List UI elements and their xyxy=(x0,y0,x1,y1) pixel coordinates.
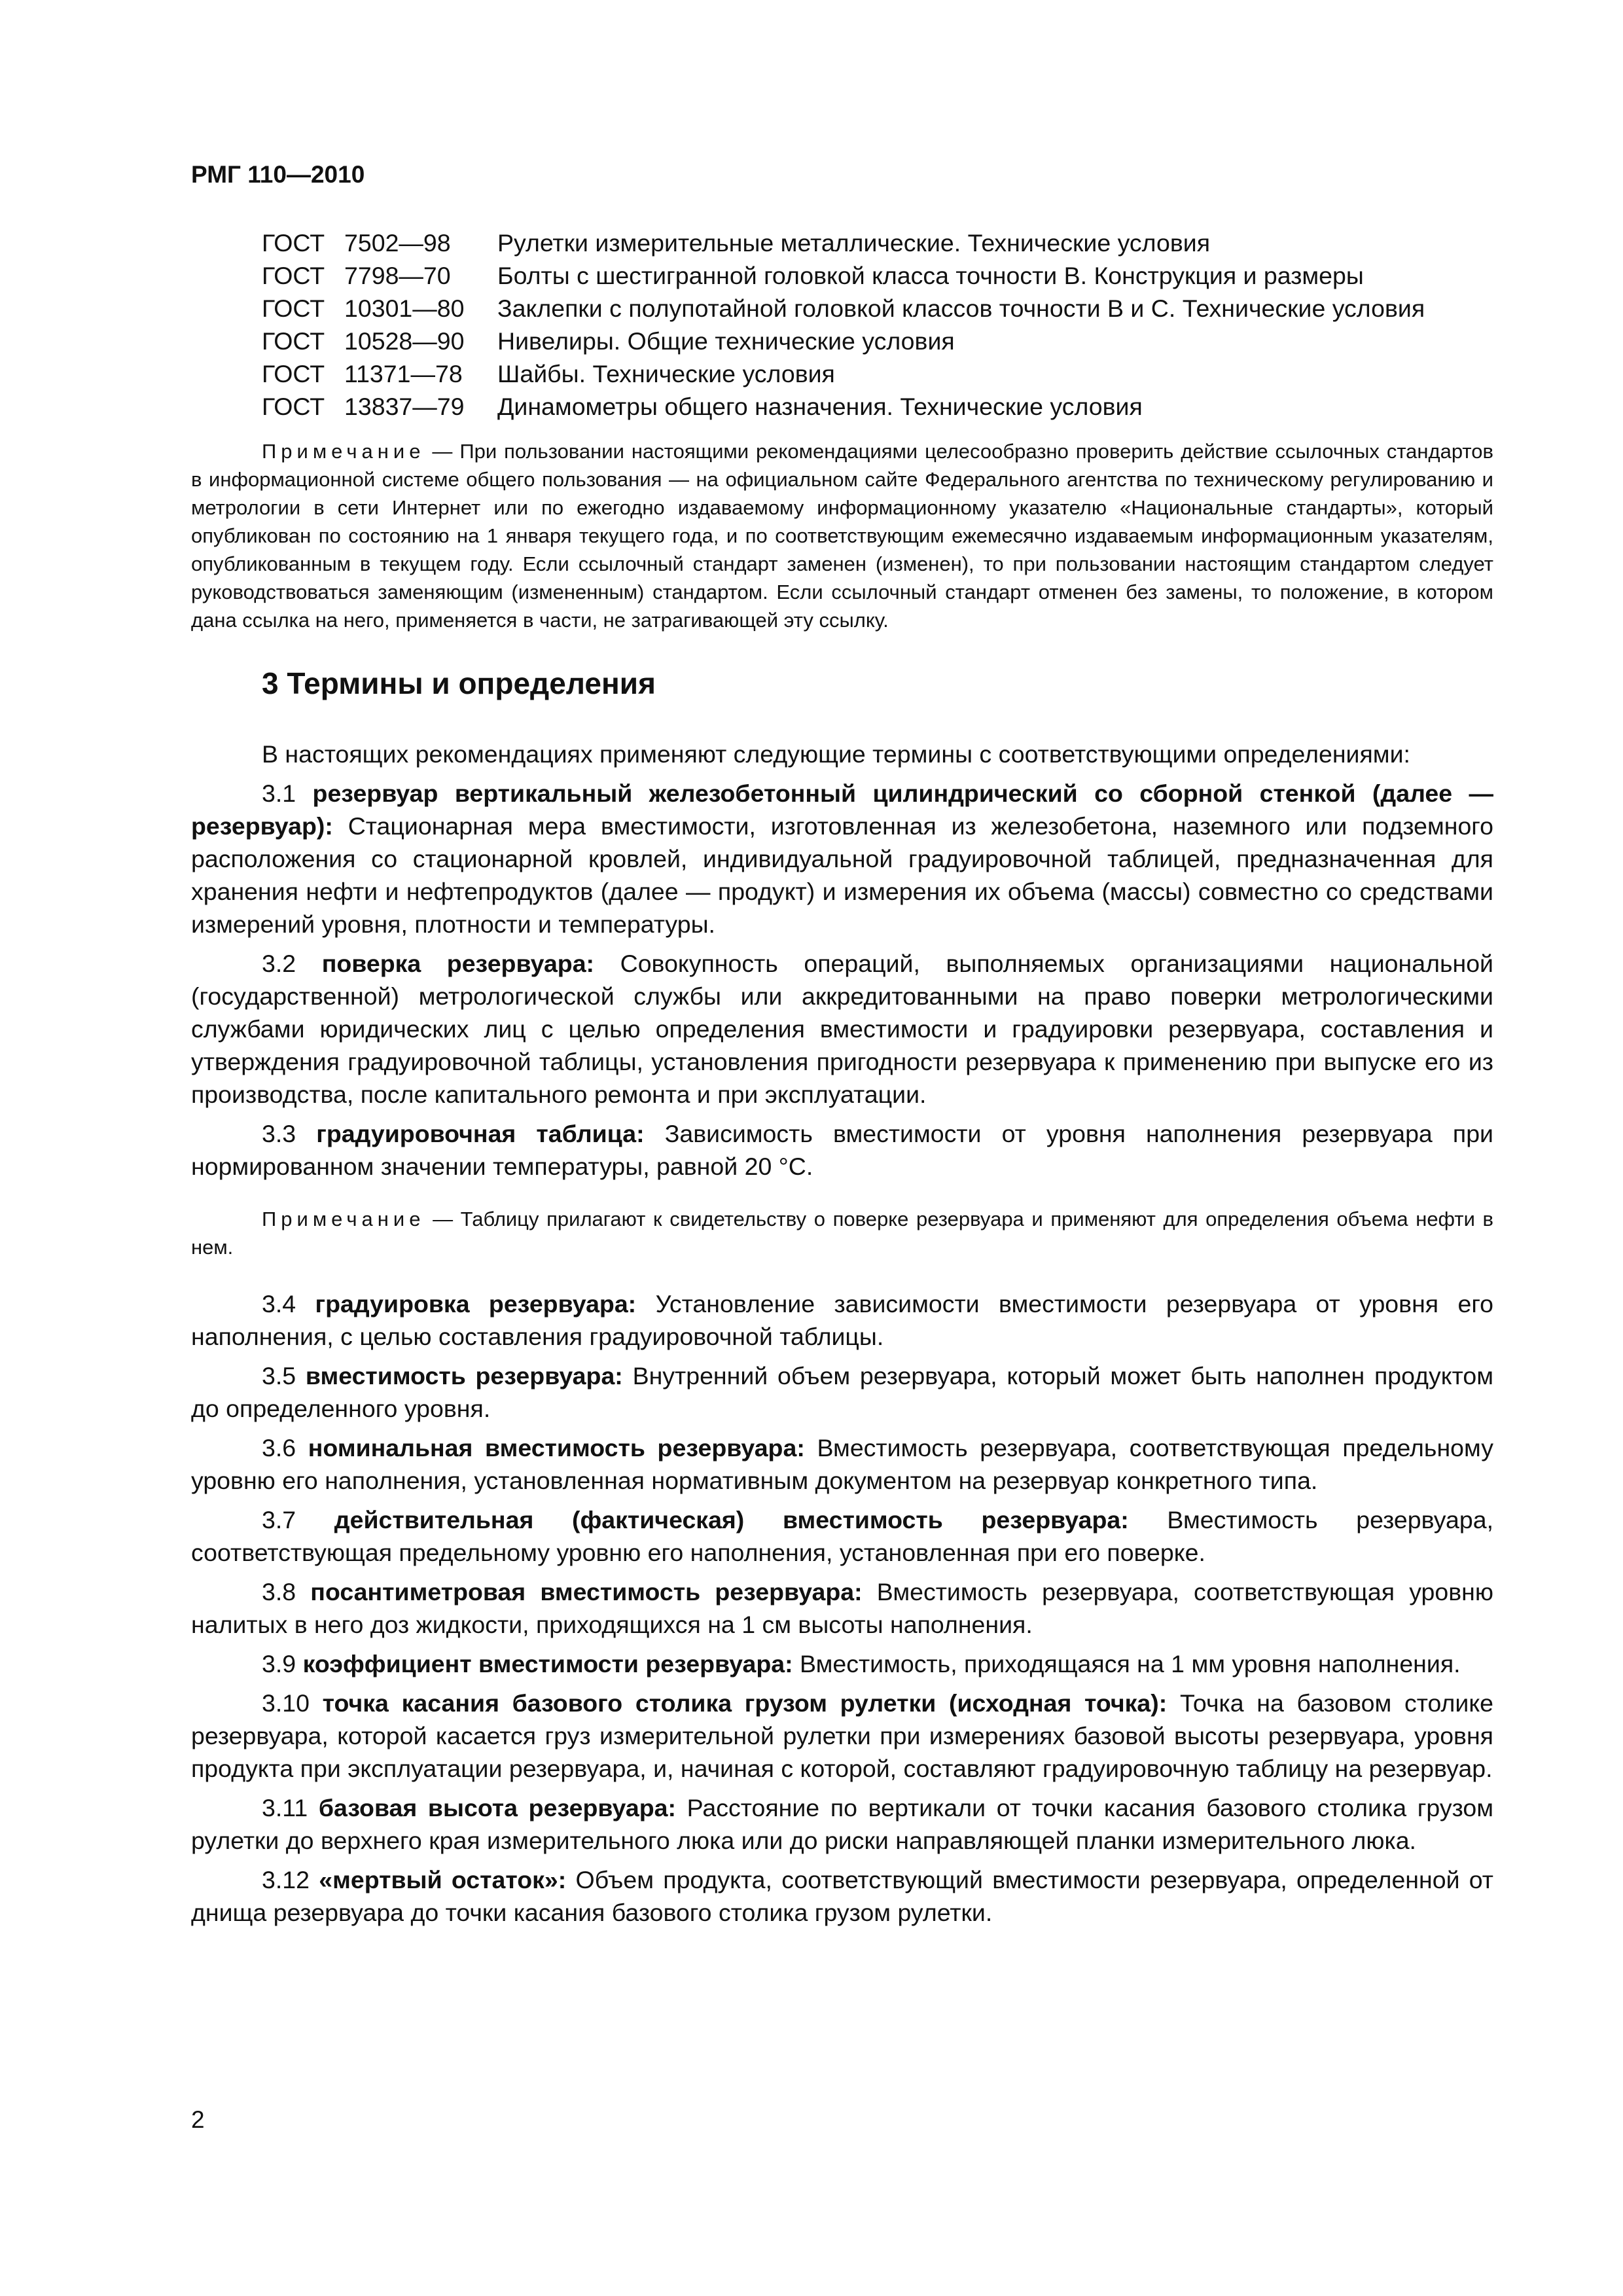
term-number: 3.5 xyxy=(262,1362,296,1390)
reference-number: 10301—80 xyxy=(344,295,465,322)
section-intro: В настоящих рекомендациях применяют следующие термины с соответствующими определениями: xyxy=(262,740,1410,768)
reference-title: Динамометры общего назначения. Технические условия xyxy=(497,393,1143,420)
term-text: Зависимость вместимости от уровня наполнения резервуара при нормированном значении температуры, равной 20 °С. xyxy=(191,1120,1493,1180)
term-number: 3.9 xyxy=(262,1650,296,1677)
term-name: посантиметровая вместимость резервуара: xyxy=(310,1578,863,1605)
reference-number: 7502—98 xyxy=(344,229,451,257)
reference-title: Шайбы. Технические условия xyxy=(497,360,835,387)
term-number: 3.10 xyxy=(262,1689,310,1717)
term-definition xyxy=(191,1863,1493,1929)
term-name: базовая высота резервуара: xyxy=(318,1794,676,1821)
term-definition xyxy=(191,1647,1493,1680)
reference-title: Болты с шестигранной головкой класса точности В. Конструкция и размеры xyxy=(497,262,1364,289)
term-text: Вместимость резервуара, соответствующая предельному уровню его наполнения, установленная при его поверке. xyxy=(191,1506,1494,1566)
term-name: резервуар вертикальный железобетонный цилиндрический со сборной стенкой (далее — резервуар): xyxy=(191,780,1493,840)
term-definition xyxy=(191,1687,1493,1785)
reference-item xyxy=(262,259,1493,292)
term-text: Внутренний объем резервуара, который может быть наполнен продуктом до определенного уровня. xyxy=(191,1362,1494,1422)
reference-prefix: ГОСТ xyxy=(262,229,325,257)
reference-title: Рулетки измерительные металлические. Технические условия xyxy=(497,229,1211,257)
section-heading: 3 Термины и определения xyxy=(262,666,656,700)
term-text: Точка на базовом столике резервуара, которой касается груз измерительной рулетки при измерениях базовой высоты резервуара, уровня продукта при эксплуатации резервуара, и, начиная с которой, составляют градуировочную таблицу на резервуар. xyxy=(191,1689,1494,1782)
term-text: Расстояние по вертикали от точки касания базового столика грузом рулетки до верхнего края измерительного люка или до риски направляющей планки измерительного люка. xyxy=(191,1794,1494,1854)
note-text: — Таблицу прилагают к свидетельству о поверке резервуара и применяют для определения объема нефти в нем. xyxy=(191,1208,1493,1259)
term-text: Вместимость резервуара, соответствующая предельному уровню его наполнения, установленная нормативным документом на резервуар конкретного типа. xyxy=(191,1434,1493,1494)
term-name: вместимость резервуара: xyxy=(305,1362,623,1390)
reference-prefix: ГОСТ xyxy=(262,295,325,322)
term-number: 3.7 xyxy=(262,1506,296,1534)
term-number: 3.6 xyxy=(262,1434,296,1462)
term-name: точка касания базового столика грузом рулетки (исходная точка): xyxy=(322,1689,1168,1717)
term-name: «мертвый остаток»: xyxy=(319,1866,567,1893)
reference-item xyxy=(262,325,1493,357)
term-text: Установление зависимости вместимости резервуара от уровня его наполнения, с целью составления градуировочной таблицы. xyxy=(191,1290,1494,1350)
reference-prefix: ГОСТ xyxy=(262,360,325,387)
note-references xyxy=(191,437,1493,634)
term-number: 3.2 xyxy=(262,950,296,977)
term-definition xyxy=(191,947,1493,1111)
page-number: 2 xyxy=(191,2106,205,2133)
reference-title: Заклепки с полупотайной головкой классов точности В и С. Технические условия xyxy=(497,295,1425,322)
term-name: градуировочная таблица: xyxy=(316,1120,645,1147)
term-name: поверка резервуара: xyxy=(321,950,595,977)
term-number: 3.12 xyxy=(262,1866,310,1893)
term-definition xyxy=(191,1575,1493,1641)
reference-prefix: ГОСТ xyxy=(262,327,325,355)
note-calibration-table xyxy=(191,1205,1493,1261)
reference-item xyxy=(262,357,1493,390)
reference-number: 11371—78 xyxy=(344,360,463,387)
term-definition xyxy=(191,1359,1493,1425)
term-text: Стационарная мера вместимости, изготовленная из железобетона, наземного или подземного расположения со стационарной кровлей, индивидуальной градуировочной таблицей, предназначенная для хранения нефти и нефтепродуктов (далее — продукт) и измерения их объема (массы) совместно со средствами измерений уровня, плотности и температуры. xyxy=(191,812,1494,938)
term-definition xyxy=(191,1503,1493,1569)
document-page xyxy=(191,154,1493,1935)
term-number: 3.8 xyxy=(262,1578,296,1605)
reference-item xyxy=(262,292,1493,325)
term-text: Совокупность операций, выполняемых организациями национальной (государственной) метрологической службы или аккредитованными на право поверки метрологическими службами юридических лиц с целью определения вместимости и градуировки резервуара, составления и утверждения градуировочной таблицы, установления пригодности резервуара к применению при выпуске его из производства, после капитального ремонта и при эксплуатации. xyxy=(191,950,1494,1108)
normative-references-list xyxy=(262,226,1493,423)
note-text: — При пользовании настоящими рекомендациями целесообразно проверить действие ссылочных стандартов в информационной системе общего пользования — на официальном сайте Федерального агентства по техническому регулированию и метрологии в сети Интернет или по ежегодно издаваемому информационному указателю «Национальные стандарты», который опубликован по состоянию на 1 января текущего года, и по соответствующим ежемесячно издаваемым информационным указателям, опубликованным в текущем году. Если ссылочный стандарт заменен (изменен), то при пользовании настоящим стандартом следует руководствоваться заменяющим (измененным) стандартом. Если ссылочный стандарт отменен без замены, то положение, в котором дана ссылка на него, применяется в части, не затрагивающей эту ссылку. xyxy=(191,440,1493,632)
reference-title: Нивелиры. Общие технические условия xyxy=(497,327,955,355)
term-name: коэффициент вместимости резервуара: xyxy=(302,1650,793,1677)
term-name: градуировка резервуара: xyxy=(315,1290,637,1318)
term-number: 3.3 xyxy=(262,1120,296,1147)
reference-number: 7798—70 xyxy=(344,262,451,289)
reference-item xyxy=(262,390,1493,423)
term-number: 3.11 xyxy=(262,1794,308,1821)
reference-prefix: ГОСТ xyxy=(262,393,325,420)
reference-prefix: ГОСТ xyxy=(262,262,325,289)
document-code-header: РМГ 110—2010 xyxy=(191,161,365,188)
term-definition xyxy=(191,1287,1493,1353)
term-definition xyxy=(191,1791,1493,1857)
reference-number: 13837—79 xyxy=(344,393,465,420)
term-number: 3.1 xyxy=(262,780,296,807)
term-number: 3.4 xyxy=(262,1290,296,1318)
term-definition xyxy=(191,777,1493,941)
term-text: Объем продукта, соответствующий вместимости резервуара, определенной от днища резервуара до точки касания базового столика грузом рулетки. xyxy=(191,1866,1493,1926)
note-label: Примечание xyxy=(262,1208,425,1230)
term-name: действительная (фактическая) вместимость резервуара: xyxy=(334,1506,1129,1534)
term-text: Вместимость, приходящаяся на 1 мм уровня наполнения. xyxy=(800,1650,1461,1677)
term-definition xyxy=(191,1431,1493,1497)
term-definition xyxy=(191,1117,1493,1183)
note-label: Примечание xyxy=(262,440,425,463)
term-name: номинальная вместимость резервуара: xyxy=(308,1434,805,1462)
reference-number: 10528—90 xyxy=(344,327,465,355)
reference-item xyxy=(262,226,1493,259)
term-text: Вместимость резервуара, соответствующая уровню налитых в него доз жидкости, приходящихся на 1 см высоты наполнения. xyxy=(191,1578,1493,1638)
